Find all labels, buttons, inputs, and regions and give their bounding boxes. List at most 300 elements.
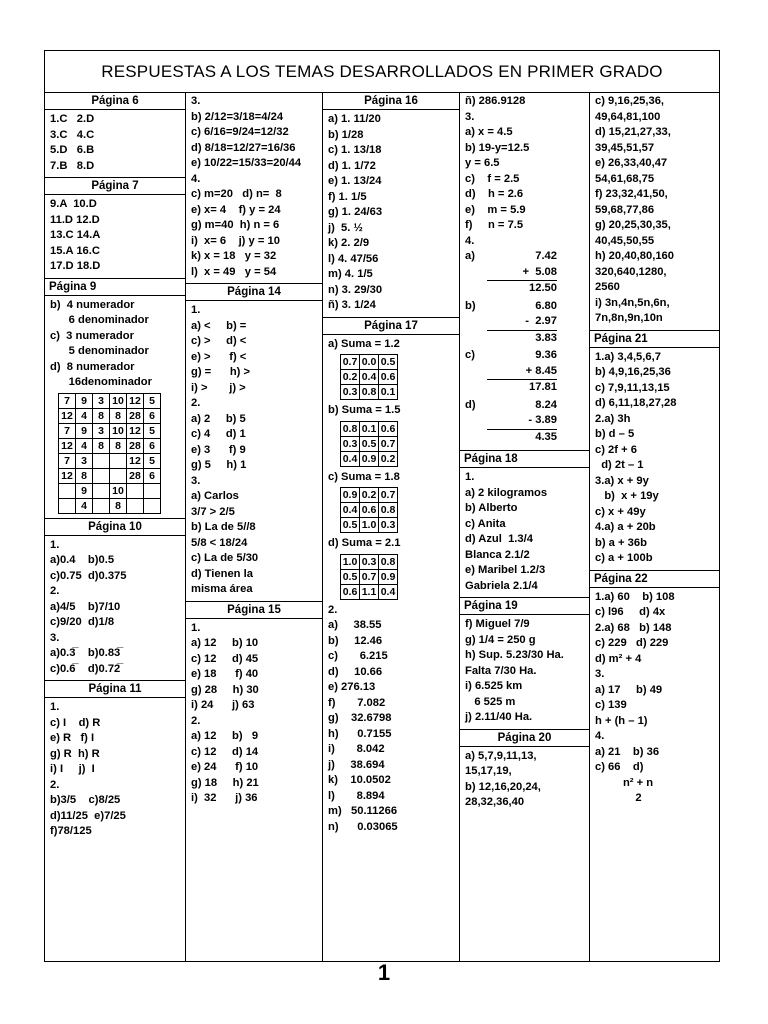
grid-cell: 8 (76, 468, 93, 483)
section-heading: Página 10 (45, 520, 185, 536)
section-pagina-20-cont (590, 93, 719, 331)
column-5 (589, 93, 719, 961)
arithmetic-problem (465, 348, 585, 396)
arithmetic-label: c) (465, 349, 475, 361)
answer-line: 3. (191, 474, 201, 487)
answer-line: a) x = 4.5 (465, 126, 513, 138)
answer-line: e) 1. 13/24 (328, 175, 382, 187)
answer-line: 4. (595, 730, 605, 742)
grid-cell: 10 (110, 393, 127, 408)
answer-line: d) 10.66 (328, 665, 383, 678)
magic-square-cell: 0.3 (341, 436, 360, 451)
grid-cell: 3 (93, 423, 110, 438)
magic-square (340, 487, 398, 533)
arithmetic-problem (465, 249, 585, 297)
answer-line: c) I d) R (50, 716, 101, 729)
section-heading: Página 20 (460, 731, 589, 747)
answer-line: d) 15,21,27,33, (595, 126, 671, 138)
answer-line: 3. (595, 668, 605, 680)
answer-line: d) m² + 4 (595, 652, 642, 665)
magic-square-cell: 0.2 (379, 451, 398, 466)
answer-line: e) 10/22=15/33=20/44 (191, 157, 302, 169)
answer-line: 49,64,81,100 (595, 110, 661, 123)
answer-line: d) 2t – 1 (595, 459, 644, 471)
answer-line: 5/8 < 18/24 (191, 536, 248, 549)
grid-cell: 10 (110, 483, 127, 498)
answer-line: e) R f) I (50, 732, 95, 744)
grid-cell (144, 483, 161, 498)
answer-line: c)9/20 d)1/8 (50, 616, 115, 628)
answer-line: 1. (191, 621, 201, 634)
magic-square-cell: 0.9 (341, 488, 360, 503)
answer-line: 13.C 14.A (50, 229, 101, 241)
magic-square-cell: 0.9 (360, 451, 379, 466)
section-heading: Página 9 (45, 280, 185, 296)
section-pagina-15 (186, 602, 322, 810)
answer-line: c) > d) < (191, 335, 247, 347)
answer-line: l) 8.894 (328, 789, 385, 802)
grid-cell: 7 (59, 393, 76, 408)
answer-line: c) Anita (465, 517, 506, 530)
answer-line: a) 2 kilogramos (465, 486, 548, 499)
answer-line: 5.D 6.B (50, 144, 95, 156)
section-heading: Página 17 (323, 319, 459, 335)
magic-square-cell: 0.1 (360, 421, 379, 436)
magic-square-cell: 0.5 (379, 355, 398, 370)
answer-line: 1. (191, 304, 201, 316)
grid-cell: 8 (110, 408, 127, 423)
magic-square-cell: 0.7 (341, 355, 360, 370)
answer-line: 28,32,36,40 (465, 796, 525, 808)
grid-cell: 5 (144, 423, 161, 438)
section-pagina-19 (460, 598, 589, 730)
grid-cell: 8 (93, 408, 110, 423)
arithmetic-result: 12.50 (529, 282, 557, 294)
section-pagina-9 (45, 279, 185, 519)
answer-line: m) 50.11266 (328, 805, 398, 817)
grid-cell (59, 483, 76, 498)
grid-cell: 28 (127, 438, 144, 453)
section-heading: Página 22 (590, 572, 719, 588)
section-pagina-16 (323, 93, 459, 318)
answer-line: i) > j) > (191, 381, 246, 394)
arithmetic-operand: - 3.89 (487, 413, 557, 430)
answer-line: 2. (191, 714, 201, 727)
arithmetic-problem (465, 398, 585, 446)
arithmetic-operand: + 8.45 (487, 364, 557, 381)
answer-line: 2. (50, 585, 60, 597)
grid-cell: 4 (76, 438, 93, 453)
magic-square-cell: 1.0 (341, 554, 360, 569)
answer-line: c) 6/16=9/24=12/32 (191, 126, 289, 138)
answer-line: c) m=20 d) n= 8 (191, 188, 282, 200)
answer-line: c)0.6̅ d)0.72̅ (50, 662, 121, 675)
answer-line: 2560 (595, 281, 620, 293)
magic-square-cell: 0.8 (379, 503, 398, 518)
answer-line: e) 18 f) 40 (191, 668, 259, 680)
answer-line: n) 3. 29/30 (328, 283, 383, 296)
answer-line: 15.A 16.C (50, 244, 100, 257)
grid-cell: 12 (127, 453, 144, 468)
arithmetic-operand: 9.36 (535, 349, 557, 361)
answer-line: 320,640,1280, (595, 265, 667, 278)
section-pagina-13-cont (186, 93, 322, 284)
answer-line: b) 4 numerador (50, 298, 135, 311)
magic-square-cell: 0.3 (379, 518, 398, 533)
answer-line: c) f = 2.5 (465, 172, 520, 185)
magic-square-cell: 0.3 (341, 385, 360, 400)
section-pagina-10 (45, 519, 185, 682)
magic-square-cell: 0.6 (379, 421, 398, 436)
answer-line: 3.a) x + 9y (595, 474, 649, 487)
answer-line: a)0.3̅ b)0.83̅ (50, 647, 121, 659)
grid-cell: 12 (59, 468, 76, 483)
section-heading: Página 19 (460, 599, 589, 615)
answer-line: 3.C 4.C (50, 128, 95, 141)
answer-line: 4. (465, 234, 475, 247)
section-pagina-21 (590, 331, 719, 571)
answer-line: 1. (465, 471, 475, 483)
arithmetic-operand: 8.24 (535, 398, 557, 411)
answer-line: f) 23,32,41,50, (595, 188, 668, 200)
answer-line: i) 6.525 km (465, 680, 523, 692)
answer-line: a) 2 b) 5 (191, 412, 246, 425)
answer-line: n) 0.03065 (328, 820, 398, 833)
answer-line: i) 24 j) 63 (191, 699, 255, 711)
grid-cell (110, 453, 127, 468)
answer-line: a) 5,7,9,11,13, (465, 749, 537, 762)
arithmetic-result: 3.83 (535, 331, 557, 344)
answer-line: c) l96 d) 4x (595, 606, 666, 618)
answer-line: b) La de 5//8 (191, 521, 256, 533)
answer-line: c) 12 d) 14 (191, 745, 259, 758)
answer-line: b)3/5 c)8/25 (50, 794, 121, 806)
answer-line: 40,45,50,55 (595, 234, 655, 247)
magic-square-cell: 0.5 (341, 518, 360, 533)
answer-line: c) 1. 13/18 (328, 144, 382, 156)
grid-cell (144, 498, 161, 513)
answer-line: d) 1. 1/72 (328, 159, 376, 172)
answer-line: a)4/5 b)7/10 (50, 600, 121, 613)
answer-line: 9.A 10.D (50, 198, 97, 210)
answer-line: b) 1/28 (328, 128, 364, 141)
answer-line: j) 38.694 (328, 758, 385, 771)
answer-line: 4. (191, 172, 201, 185)
answer-line: 7n,8n,9n,10n (595, 312, 663, 324)
answer-line: c) 229 d) 229 (595, 637, 669, 649)
answer-line: b) a + 36b (595, 536, 647, 549)
answer-line: 4.a) a + 20b (595, 521, 656, 533)
section-heading: Página 15 (186, 603, 322, 619)
answer-line: i) 3n,4n,5n,6n, (595, 296, 670, 309)
magic-square-cell: 0.6 (360, 503, 379, 518)
answer-line: c) x + 49y (595, 505, 646, 518)
arithmetic-operand: - 2.97 (487, 314, 557, 331)
magic-square-cell: 0.4 (379, 584, 398, 599)
magic-square (340, 554, 398, 600)
answer-line: k) x = 18 y = 32 (191, 250, 277, 262)
magic-square-cell: 0.7 (379, 436, 398, 451)
answer-line: i) 8.042 (328, 743, 385, 755)
grid-cell: 7 (59, 423, 76, 438)
grid-cell: 12 (127, 393, 144, 408)
magic-square-label: b) Suma = 1.5 (328, 404, 401, 416)
grid-cell (93, 483, 110, 498)
answer-line: k) 2. 2/9 (328, 237, 370, 249)
grid-cell: 10 (110, 423, 127, 438)
grid-cell: 4 (76, 408, 93, 423)
grid-cell: 5 (144, 393, 161, 408)
answer-line: d) Azul 1.3/4 (465, 533, 533, 545)
answer-line: f) Miguel 7/9 (465, 618, 530, 630)
section-heading: Página 18 (460, 452, 589, 468)
grid-cell: 12 (59, 438, 76, 453)
answer-line: 1. (50, 538, 60, 551)
magic-square-cell: 0.8 (379, 554, 398, 569)
answer-line: b) x + 19y (595, 490, 659, 502)
answer-line: k) 10.0502 (328, 774, 391, 786)
answer-line: d) 8 numerador (50, 360, 135, 373)
magic-square-label: c) Suma = 1.8 (328, 470, 400, 483)
column-3 (322, 93, 459, 961)
magic-square-label: a) Suma = 1.2 (328, 337, 400, 350)
answer-line: e) 26,33,40,47 (595, 157, 668, 169)
magic-square-cell: 0.9 (379, 569, 398, 584)
grid-cell: 7 (59, 453, 76, 468)
answer-line: h) Sup. 5.23/30 Ha. (465, 649, 564, 661)
answer-line: i) x= 6 j) y = 10 (191, 234, 280, 247)
answer-line: g) 18 h) 21 (191, 776, 259, 789)
answer-line: 3/7 > 2/5 (191, 505, 235, 518)
answer-sheet (44, 50, 720, 962)
answer-line: 3. (465, 110, 475, 123)
magic-square-cell: 0.7 (379, 488, 398, 503)
answer-line: c) 6.215 (328, 650, 388, 662)
answer-line: e) Maribel 1.2/3 (465, 564, 546, 576)
answer-line: c) 9,16,25,36, (595, 95, 665, 107)
section-pagina-17-cont (460, 93, 589, 451)
section-heading: Página 14 (186, 285, 322, 301)
answer-line: b) 4,9,16,25,36 (595, 366, 671, 378)
arithmetic-result: 17.81 (529, 381, 557, 393)
section-pagina-11 (45, 681, 185, 843)
answer-line: Falta 7/30 Ha. (465, 664, 537, 677)
magic-square-cell: 0.8 (360, 385, 379, 400)
answer-line: g) 32.6798 (328, 712, 392, 724)
answer-line: a) 38.55 (328, 619, 382, 631)
answer-line: m) 4. 1/5 (328, 268, 373, 280)
answer-line: ñ) 286.9128 (465, 95, 526, 107)
answer-line: b) 12.46 (328, 634, 383, 647)
answer-line: 15,17,19, (465, 765, 512, 777)
answer-line: g) 28 h) 30 (191, 683, 259, 696)
grid-cell: 9 (76, 393, 93, 408)
page-number: 1 (377, 960, 391, 985)
answer-line: 16denominador (50, 376, 152, 388)
answer-line: d) 6,11,18,27,28 (595, 397, 677, 409)
answer-line: g) R h) R (50, 747, 100, 760)
arithmetic-operand: + 5.08 (487, 265, 557, 282)
arithmetic-label: a) (465, 250, 475, 262)
answer-line: 6 denominador (50, 314, 149, 326)
arithmetic-label: b) (465, 299, 476, 312)
answer-line: h) 0.7155 (328, 727, 392, 740)
section-heading: Página 16 (323, 94, 459, 110)
section-heading: Página 21 (590, 332, 719, 348)
answer-line: b) 19-y=12.5 (465, 141, 530, 154)
magic-square-cell: 0.4 (341, 451, 360, 466)
answer-line: 2. (191, 397, 201, 409)
answer-line: 2.a) 3h (595, 412, 631, 425)
answer-line: a) 1. 11/20 (328, 113, 381, 125)
magic-square-cell: 0.2 (360, 488, 379, 503)
answer-line: h + (h – 1) (595, 714, 648, 727)
answer-line: 2 (595, 792, 642, 804)
answer-line: l) x = 49 y = 54 (191, 265, 277, 278)
grid-cell: 8 (110, 438, 127, 453)
answer-line: i) 32 j) 36 (191, 792, 258, 804)
magic-square-cell: 0.7 (360, 569, 379, 584)
answer-line: 6 525 m (465, 695, 516, 708)
answer-line: 3. (191, 95, 201, 107)
answer-line: a) 12 b) 10 (191, 637, 259, 649)
answer-line: Blanca 2.1/2 (465, 548, 530, 561)
answer-line: a) 12 b) 9 (191, 730, 259, 742)
answer-line: 54,61,68,75 (595, 172, 655, 185)
answer-line: c)0.75 d)0.375 (50, 569, 127, 582)
answer-line: c) 7,9,11,13,15 (595, 381, 670, 394)
answer-line: 39,45,51,57 (595, 141, 655, 154)
magic-square-cell: 0.8 (341, 421, 360, 436)
answer-line: 1. (50, 701, 60, 713)
answer-line: a)0.4 b)0.5 (50, 554, 115, 566)
answer-line: 2. (328, 603, 338, 616)
answer-line: c) 12 d) 45 (191, 652, 259, 665)
answer-line: d) 8/18=12/27=16/36 (191, 141, 296, 154)
section-pagina-6 (45, 93, 185, 178)
answer-line: a) < b) = (191, 319, 247, 332)
answer-line: ñ) 3. 1/24 (328, 299, 376, 311)
answer-line: Gabriela 2.1/4 (465, 579, 538, 592)
answer-line: 2.a) 68 b) 148 (595, 621, 672, 634)
answer-line: 5 denominador (50, 345, 149, 357)
answer-line: g) 1. 24/63 (328, 206, 383, 218)
page-title: RESPUESTAS A LOS TEMAS DESARROLLADOS EN PRIMER GRADO (45, 51, 719, 93)
answer-line: 59,68,77,86 (595, 203, 655, 216)
answer-line: misma área (191, 583, 253, 595)
arithmetic-problem (465, 299, 585, 347)
section-pagina-22 (590, 571, 719, 810)
answer-line: d) Tienen la (191, 567, 253, 580)
answer-line: i) I j) I (50, 763, 95, 775)
answer-line: 17.D 18.D (50, 260, 101, 272)
answer-line: b) 12,16,20,24, (465, 780, 541, 793)
answer-line: n² + n (595, 776, 654, 789)
section-pagina-7 (45, 178, 185, 279)
answer-line: g) m=40 h) n = 6 (191, 219, 280, 231)
magic-square-cell: 0.3 (360, 554, 379, 569)
grid-cell: 12 (127, 423, 144, 438)
answer-line: d)11/25 e)7/25 (50, 809, 126, 822)
grid-cell (93, 453, 110, 468)
section-heading: Página 11 (45, 682, 185, 698)
answer-line: a) 21 b) 36 (595, 745, 660, 758)
arithmetic-result: 4.35 (535, 430, 557, 443)
answer-line: b) Alberto (465, 502, 518, 514)
grid-cell: 5 (144, 453, 161, 468)
column-2 (185, 93, 322, 961)
grid-cell (93, 468, 110, 483)
grid-cell (127, 483, 144, 498)
answer-line: e) 24 f) 10 (191, 761, 259, 773)
section-pagina-14 (186, 284, 322, 602)
answer-line: g) 20,25,30,35, (595, 219, 671, 231)
answer-line: 1.a) 3,4,5,6,7 (595, 350, 661, 363)
grid-cell: 28 (127, 468, 144, 483)
answer-line: e) 3 f) 9 (191, 443, 246, 456)
grid-cell: 9 (76, 483, 93, 498)
column-1 (45, 93, 185, 961)
answer-line: e) > f) < (191, 350, 247, 363)
answer-line: j) 5. ½ (328, 221, 363, 234)
magic-square-cell: 0.5 (360, 436, 379, 451)
column-4 (459, 93, 589, 961)
answer-line: c) La de 5/30 (191, 552, 259, 564)
magic-square (340, 421, 398, 467)
arithmetic-operand: 6.80 (535, 299, 557, 312)
magic-square-cell: 0.5 (341, 569, 360, 584)
magic-square-cell: 0.4 (360, 370, 379, 385)
answer-line: 3. (50, 631, 60, 644)
answer-line: 1.C 2.D (50, 113, 95, 125)
answer-line: e) m = 5.9 (465, 203, 526, 216)
grid-cell: 6 (144, 438, 161, 453)
magic-square-cell: 0.6 (379, 370, 398, 385)
arithmetic-operand: 7.42 (535, 250, 557, 262)
answer-line: l) 4. 47/56 (328, 252, 379, 265)
answer-line: e) x= 4 f) y = 24 (191, 203, 281, 216)
grid-cell: 9 (76, 423, 93, 438)
magic-square-label: d) Suma = 2.1 (328, 537, 401, 549)
answer-line: 11.D 12.D (50, 213, 100, 226)
grid-cell (93, 498, 110, 513)
grid-cell: 3 (93, 393, 110, 408)
answer-line: f) 7.082 (328, 696, 386, 709)
answer-line: 1.a) 60 b) 108 (595, 590, 675, 603)
answer-line: a) 17 b) 49 (595, 683, 663, 696)
magic-square-cell: 1.1 (360, 584, 379, 599)
grid-cell (110, 468, 127, 483)
answer-line: 2. (50, 778, 60, 791)
magic-square-cell: 1.0 (360, 518, 379, 533)
answer-line: d) h = 2.6 (465, 188, 524, 200)
answer-line: g) = h) > (191, 366, 251, 378)
answer-line: 7.B 8.D (50, 159, 95, 172)
section-heading: Página 6 (45, 94, 185, 110)
fraction-grid (58, 393, 161, 514)
answer-line: c) 2f + 6 (595, 443, 637, 456)
grid-cell: 3 (76, 453, 93, 468)
grid-cell: 8 (93, 438, 110, 453)
answer-line: c) 139 (595, 699, 627, 711)
answer-line: g) 5 h) 1 (191, 459, 247, 471)
magic-square-cell: 0.4 (341, 503, 360, 518)
magic-square-cell: 0.2 (341, 370, 360, 385)
answer-line: g) 1/4 = 250 g (465, 633, 536, 646)
magic-square-cell: 0.0 (360, 355, 379, 370)
answer-line: f) 1. 1/5 (328, 190, 367, 203)
section-heading: Página 7 (45, 179, 185, 195)
